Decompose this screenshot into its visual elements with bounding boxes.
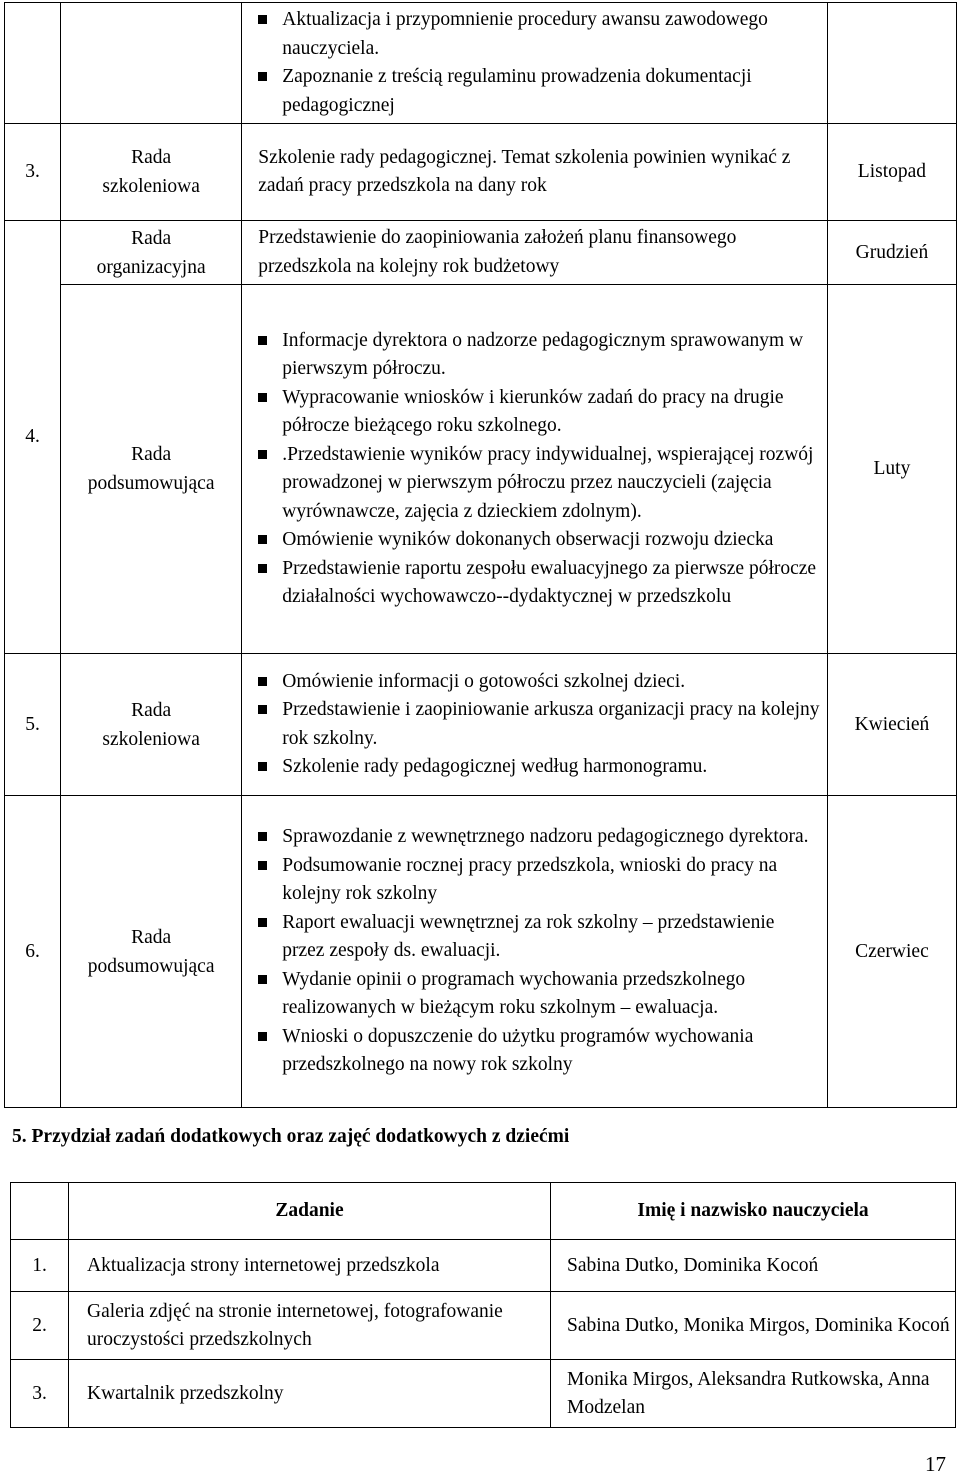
rada-label: Rada [131, 147, 172, 168]
row-number: 1. [11, 1240, 69, 1292]
table-header-row [11, 1183, 956, 1240]
rada-label: Rada [131, 926, 172, 948]
bullet-item: Omówienie informacji o gotowości szkolnej dzieci. [258, 668, 821, 697]
schedule-table [4, 2, 957, 1108]
bullet-item: Aktualizacja i przypomnienie procedury awansu zawodowego nauczyciela. [258, 6, 821, 63]
schedule-row [5, 124, 957, 221]
description-cell [242, 654, 828, 796]
header-task: Zadanie [69, 1183, 551, 1240]
month: Listopad [827, 124, 956, 221]
schedule-row [5, 285, 957, 654]
row-number: 5. [5, 654, 61, 796]
bullet-item: Informacje dyrektora o nadzorze pedagogicznym sprawowanym w pierwszym półroczu. [258, 327, 821, 384]
rada-cell [61, 3, 242, 124]
rada-kind: podsumowująca [87, 473, 215, 494]
person-cell: Sabina Dutko, Dominika Kocoń [551, 1240, 956, 1292]
month-cell [827, 3, 956, 124]
bullet-item: .Przedstawienie wyników pracy indywidualnej, wspierającej rozwój prowadzonej w pierwszym półroczu przez nauczycieli (zajęcia wyrównawcze, zajęcia z dzieckiem zdolnym). [258, 441, 821, 527]
bullet-item: Raport ewaluacji wewnętrznej za rok szkolny – przedstawienie przez zespoły ds. ewaluacji. [258, 909, 821, 966]
rada-type [61, 796, 242, 1108]
page-number: 17 [925, 1452, 946, 1476]
person-cell: Sabina Dutko, Monika Mirgos, Dominika Kocoń [551, 1292, 956, 1360]
rada-label: Rada [131, 699, 172, 721]
description-cell [242, 285, 828, 654]
bullet-item: Omówienie wyników dokonanych obserwacji rozwoju dziecka [258, 526, 821, 555]
schedule-row [5, 796, 957, 1108]
month: Luty [827, 285, 956, 654]
rada-label: Rada [131, 227, 172, 249]
row-number: 3. [11, 1360, 69, 1428]
month: Czerwiec [827, 796, 956, 1108]
rada-label: Rada [131, 444, 172, 465]
bullet-item: Zapoznanie z treścią regulaminu prowadzenia dokumentacji pedagogicznej [258, 63, 821, 120]
table-row [11, 1240, 956, 1292]
bullet-item: Podsumowanie rocznej pracy przedszkola, wnioski do pracy na kolejny rok szkolny [258, 852, 821, 909]
row-number: 6. [5, 796, 61, 1108]
bullet-item: Szkolenie rady pedagogicznej według harmonogramu. [258, 753, 821, 782]
assignments-table [10, 1182, 956, 1428]
rada-type [61, 221, 242, 285]
bullet-item: Wydanie opinii o programach wychowania przedszkolnego realizowanych w bieżącym roku szkolnym – ewaluacja. [258, 966, 821, 1023]
bullet-item: Przedstawienie i zaopiniowanie arkusza organizacji pracy na kolejny rok szkolny. [258, 696, 821, 753]
description: Szkolenie rady pedagogicznej. Temat szkolenia powinien wynikać z zadań pracy przedszkola na dany rok [242, 124, 828, 221]
row-number: 4. [5, 221, 61, 654]
schedule-row [5, 3, 957, 124]
table-row [11, 1292, 956, 1360]
rada-type [61, 124, 242, 221]
rada-kind: podsumowująca [87, 955, 215, 977]
month: Grudzień [827, 221, 956, 285]
description-cell [242, 796, 828, 1108]
rada-type [61, 285, 242, 654]
task-cell: Aktualizacja strony internetowej przedszkola [69, 1240, 551, 1292]
bullet-item: Wypracowanie wniosków i kierunków zadań do pracy na drugie półrocze bieżącego roku szkolnego. [258, 384, 821, 441]
header-person: Imię i nazwisko nauczyciela [551, 1183, 956, 1240]
task-cell: Galeria zdjęć na stronie internetowej, fotografowanie uroczystości przedszkolnych [69, 1292, 551, 1360]
schedule-row [5, 654, 957, 796]
bullet-item: Sprawozdanie z wewnętrznego nadzoru pedagogicznego dyrektora. [258, 823, 821, 852]
rada-type [61, 654, 242, 796]
rada-kind: organizacyjna [96, 256, 206, 278]
bullet-item: Wnioski o dopuszczenie do użytku programów wychowania przedszkolnego na nowy rok szkolny [258, 1023, 821, 1080]
row-number: 3. [5, 124, 61, 221]
rada-kind: szkoleniowa [102, 728, 200, 750]
task-cell: Kwartalnik przedszkolny [69, 1360, 551, 1428]
rada-kind: szkoleniowa [102, 176, 200, 197]
row-number-cell [5, 3, 61, 124]
header-blank [11, 1183, 69, 1240]
schedule-row [5, 221, 957, 285]
person-cell: Monika Mirgos, Aleksandra Rutkowska, Anna Modzelan [551, 1360, 956, 1428]
description: Przedstawienie do zaopiniowania założeń planu finansowego przedszkola na kolejny rok budżetowy [242, 221, 828, 285]
month: Kwiecień [827, 654, 956, 796]
section-heading: 5. Przydział zadań dodatkowych oraz zajęć dodatkowych z dziećmi [12, 1126, 570, 1147]
table-row [11, 1360, 956, 1428]
description-cell [242, 3, 828, 124]
row-number: 2. [11, 1292, 69, 1360]
bullet-item: Przedstawienie raportu zespołu ewaluacyjnego za pierwsze półrocze działalności wychowawczo--dydaktycznej w przedszkolu [258, 555, 821, 612]
